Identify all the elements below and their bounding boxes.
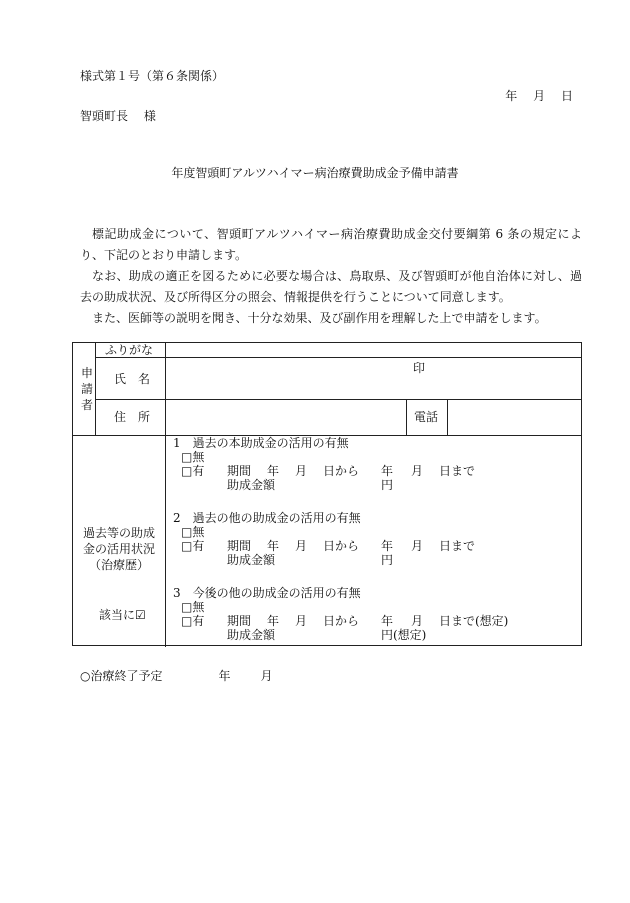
amount-label: 助成金額 bbox=[227, 553, 276, 567]
section-heading: 2 過去の他の助成金の活用の有無 bbox=[173, 511, 361, 525]
year-label: 年 bbox=[267, 539, 280, 553]
yen-label: 円 bbox=[381, 553, 394, 567]
amount-row bbox=[173, 478, 475, 492]
from-label: 日から bbox=[323, 614, 360, 628]
document-title: 年度智頭町アルツハイマー病治療費助成金予備申請書 bbox=[171, 166, 459, 180]
furigana-field[interactable] bbox=[166, 344, 581, 356]
option-none[interactable]: □無 bbox=[181, 450, 205, 464]
history-section-2 bbox=[173, 511, 475, 567]
year-label: 年 bbox=[267, 464, 280, 478]
treatment-end-label: ○治療終了予定 bbox=[80, 669, 163, 683]
section-heading: 3 今後の他の助成金の活用の有無 bbox=[173, 586, 361, 600]
month-label: 月 bbox=[295, 614, 308, 628]
option-yes[interactable]: □有 bbox=[181, 539, 205, 553]
until-label: 日まで(想定) bbox=[439, 614, 509, 628]
option-yes-row bbox=[173, 464, 475, 478]
yen-label: 円(想定) bbox=[381, 628, 427, 642]
month-label: 月 bbox=[295, 539, 308, 553]
address-field[interactable] bbox=[166, 400, 405, 434]
period-label: 期間 bbox=[227, 464, 252, 478]
section-heading: 1 過去の本助成金の活用の有無 bbox=[173, 436, 349, 450]
treatment-end-line bbox=[80, 670, 273, 682]
name-field[interactable] bbox=[166, 358, 581, 398]
from-label: 日から bbox=[323, 464, 360, 478]
check-note-label: 該当に bbox=[99, 608, 136, 622]
applicant-section-label: 申請者 bbox=[80, 366, 93, 412]
amount-row bbox=[173, 628, 508, 642]
history-label-line3: （治療歴） bbox=[88, 558, 149, 572]
phone-field[interactable] bbox=[448, 400, 581, 434]
amount-label: 助成金額 bbox=[227, 628, 276, 642]
furigana-label: ふりがな bbox=[105, 343, 154, 357]
month-label: 月 bbox=[295, 464, 308, 478]
form-number: 様式第１号（第６条関係） bbox=[80, 69, 225, 83]
name-label: 氏 名 bbox=[114, 372, 151, 386]
body-text bbox=[80, 224, 582, 329]
checked-box-icon: ☑ bbox=[135, 608, 146, 622]
application-table bbox=[72, 342, 582, 646]
date-month: 月 bbox=[533, 89, 546, 103]
option-yes-row bbox=[173, 539, 475, 553]
amount-row bbox=[173, 553, 475, 567]
until-label: 日まで bbox=[439, 539, 476, 553]
history-section-3 bbox=[173, 586, 508, 642]
month-label: 月 bbox=[411, 539, 424, 553]
history-label-line2: 金の活用状況 bbox=[82, 542, 155, 556]
col-divider bbox=[406, 399, 407, 435]
option-yes[interactable]: □有 bbox=[181, 464, 205, 478]
yen-label: 円 bbox=[381, 478, 394, 492]
from-label: 日から bbox=[323, 539, 360, 553]
body-paragraph-3: また、医師等の説明を聞き、十分な効果、及び副作用を理解した上で申請をします。 bbox=[92, 311, 547, 325]
history-label-line1: 過去等の助成 bbox=[82, 526, 155, 540]
addressee: 智頭町長 様 bbox=[80, 109, 156, 123]
amount-label: 助成金額 bbox=[227, 478, 276, 492]
col-divider bbox=[95, 343, 96, 435]
period-label: 期間 bbox=[227, 614, 252, 628]
month-label: 月 bbox=[411, 614, 424, 628]
phone-label: 電話 bbox=[414, 410, 439, 424]
body-paragraph-2: なお、助成の適正を図るために必要な場合は、鳥取県、及び智頭町が他自治体に対し、過去の助成状況、及び所得区分の照会、情報提供を行うことについて同意します。 bbox=[80, 269, 582, 304]
option-yes-row bbox=[173, 614, 508, 628]
until-label: 日まで bbox=[439, 464, 476, 478]
history-section-1 bbox=[173, 436, 475, 492]
check-note bbox=[99, 609, 146, 621]
date-year: 年 bbox=[505, 89, 518, 103]
address-label: 住 所 bbox=[114, 410, 151, 424]
year-label: 年 bbox=[381, 464, 394, 478]
period-label: 期間 bbox=[227, 539, 252, 553]
option-none[interactable]: □無 bbox=[181, 600, 205, 614]
end-year-label: 年 bbox=[218, 669, 231, 683]
body-paragraph-1: 標記助成金について、智頭町アルツハイマー病治療費助成金交付要綱第 6 条の規定により、下記のとおり申請します。 bbox=[80, 227, 582, 262]
option-none[interactable]: □無 bbox=[181, 525, 205, 539]
year-label: 年 bbox=[267, 614, 280, 628]
date-day: 日 bbox=[560, 89, 573, 103]
option-yes[interactable]: □有 bbox=[181, 614, 205, 628]
history-label bbox=[73, 525, 165, 573]
year-label: 年 bbox=[381, 539, 394, 553]
year-label: 年 bbox=[381, 614, 394, 628]
date-line bbox=[493, 90, 573, 102]
month-label: 月 bbox=[411, 464, 424, 478]
seal-mark: 印 bbox=[413, 361, 426, 375]
end-month-label: 月 bbox=[260, 669, 273, 683]
